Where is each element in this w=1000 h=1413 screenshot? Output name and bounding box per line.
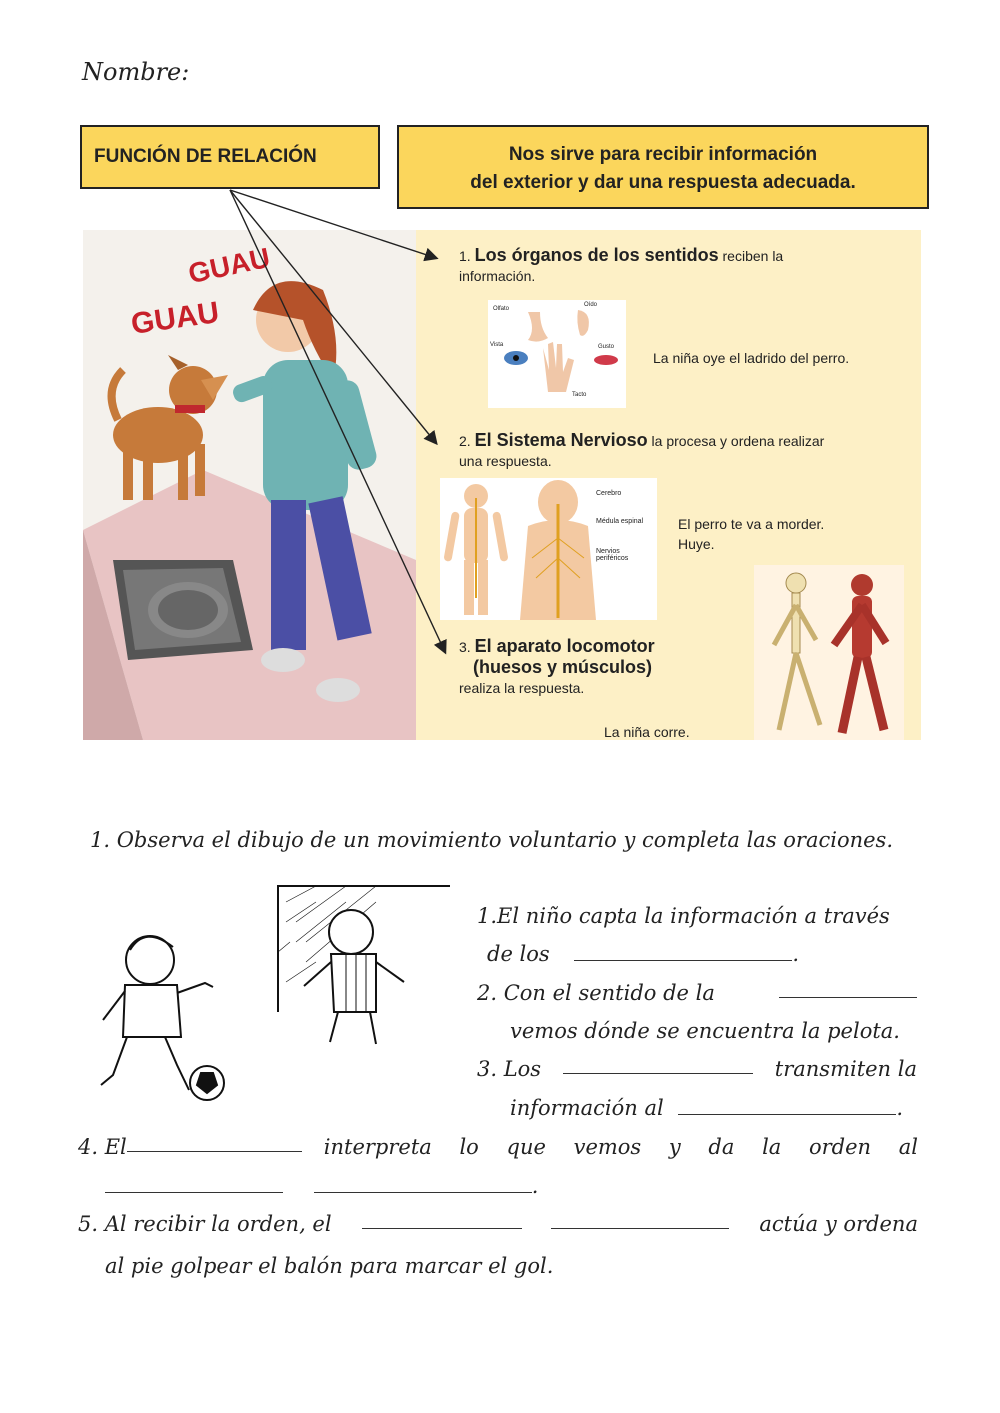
- question-4a-text: 4. El: [78, 1135, 127, 1159]
- question-5a-text: 5. Al recibir la orden, el: [78, 1212, 332, 1236]
- step-1-text: reciben la: [722, 248, 784, 264]
- step-2-text: la procesa y ordena realizar: [651, 433, 825, 449]
- answer-blank-1[interactable]: [574, 937, 792, 961]
- question-3c-text: información al: [510, 1096, 664, 1120]
- exercise-instruction: 1. Observa el dibujo de un movimiento voluntario y completa las oraciones.: [90, 828, 893, 852]
- nervous-label-spinal: Médula espinal: [596, 518, 644, 525]
- answer-blank-4[interactable]: [678, 1091, 896, 1115]
- senses-label-sight: Vista: [490, 342, 504, 348]
- step-2-example-line-1: El perro te va a morder.: [678, 516, 825, 532]
- bark-text-1: GUAU: [129, 296, 222, 341]
- question-2a: [477, 974, 917, 1012]
- question-1a: 1.El niño capta la información a través: [477, 904, 890, 928]
- boy-kicking-drawing: [85, 925, 245, 1110]
- senses-label-taste: Gusto: [598, 344, 615, 350]
- answer-blank-3[interactable]: [563, 1050, 753, 1074]
- question-4b: .: [105, 1167, 538, 1205]
- goalkeeper-drawing: [276, 882, 452, 1052]
- answer-blank-8[interactable]: [362, 1205, 522, 1229]
- senses-label-touch: Tacto: [572, 392, 587, 398]
- step-1-title: Los órganos de los sentidos: [474, 245, 719, 265]
- step-2-title: El Sistema Nervioso: [474, 430, 648, 450]
- senses-label-hearing: Oído: [584, 302, 598, 308]
- question-3a-text-2: transmiten la: [774, 1057, 917, 1081]
- step-1-number: 1.: [459, 248, 471, 264]
- step-2-number: 2.: [459, 433, 471, 449]
- question-5c: al pie golpear el balón para marcar el gol.: [105, 1254, 554, 1278]
- question-3a-text: 3. Los: [477, 1057, 542, 1081]
- nervous-label-brain: Cerebro: [596, 490, 622, 497]
- question-5a-text-2: actúa y ordena: [759, 1212, 918, 1236]
- answer-blank-7[interactable]: [314, 1169, 532, 1193]
- step-3-example: La niña corre.: [604, 724, 690, 740]
- step-3-title-2: (huesos y músculos): [473, 657, 653, 677]
- question-2b: vemos dónde se encuentra la pelota.: [510, 1019, 900, 1043]
- definition-line-2: del exterior y dar una respuesta adecuada.: [470, 172, 856, 193]
- step-1-text-2: información.: [459, 268, 536, 284]
- answer-blank-6[interactable]: [105, 1169, 283, 1193]
- question-4a-text-2: interpreta lo que vemos y da la orden al: [323, 1135, 918, 1159]
- step-3-number: 3.: [459, 639, 471, 655]
- definition-line-1: Nos sirve para recibir información: [508, 144, 818, 165]
- answer-blank-9[interactable]: [551, 1205, 729, 1229]
- name-label: Nombre:: [82, 58, 190, 86]
- question-3c: información al .: [510, 1089, 903, 1127]
- question-3a: [477, 1050, 917, 1088]
- step-3-text: realiza la respuesta.: [459, 680, 585, 696]
- question-1b: de los .: [487, 935, 799, 973]
- bark-text-2: GUAU: [185, 241, 273, 290]
- step-3-title: El aparato locomotor: [474, 636, 655, 656]
- step-2-text-2: una respuesta.: [459, 453, 552, 469]
- question-1b-text: de los: [487, 942, 550, 966]
- question-4a: [78, 1128, 918, 1166]
- senses-label-smell: Olfato: [493, 306, 510, 312]
- answer-blank-2[interactable]: [779, 974, 917, 998]
- nervous-label-nerves: Nervios periféricos: [596, 548, 629, 562]
- title-box-label: FUNCIÓN DE RELACIÓN: [94, 146, 317, 167]
- question-2a-text: 2. Con el sentido de la: [477, 981, 715, 1005]
- step-2-example-line-2: Huye.: [678, 536, 715, 552]
- answer-blank-5[interactable]: [127, 1128, 302, 1152]
- step-1-example: La niña oye el ladrido del perro.: [653, 350, 850, 366]
- question-5a: [78, 1205, 918, 1243]
